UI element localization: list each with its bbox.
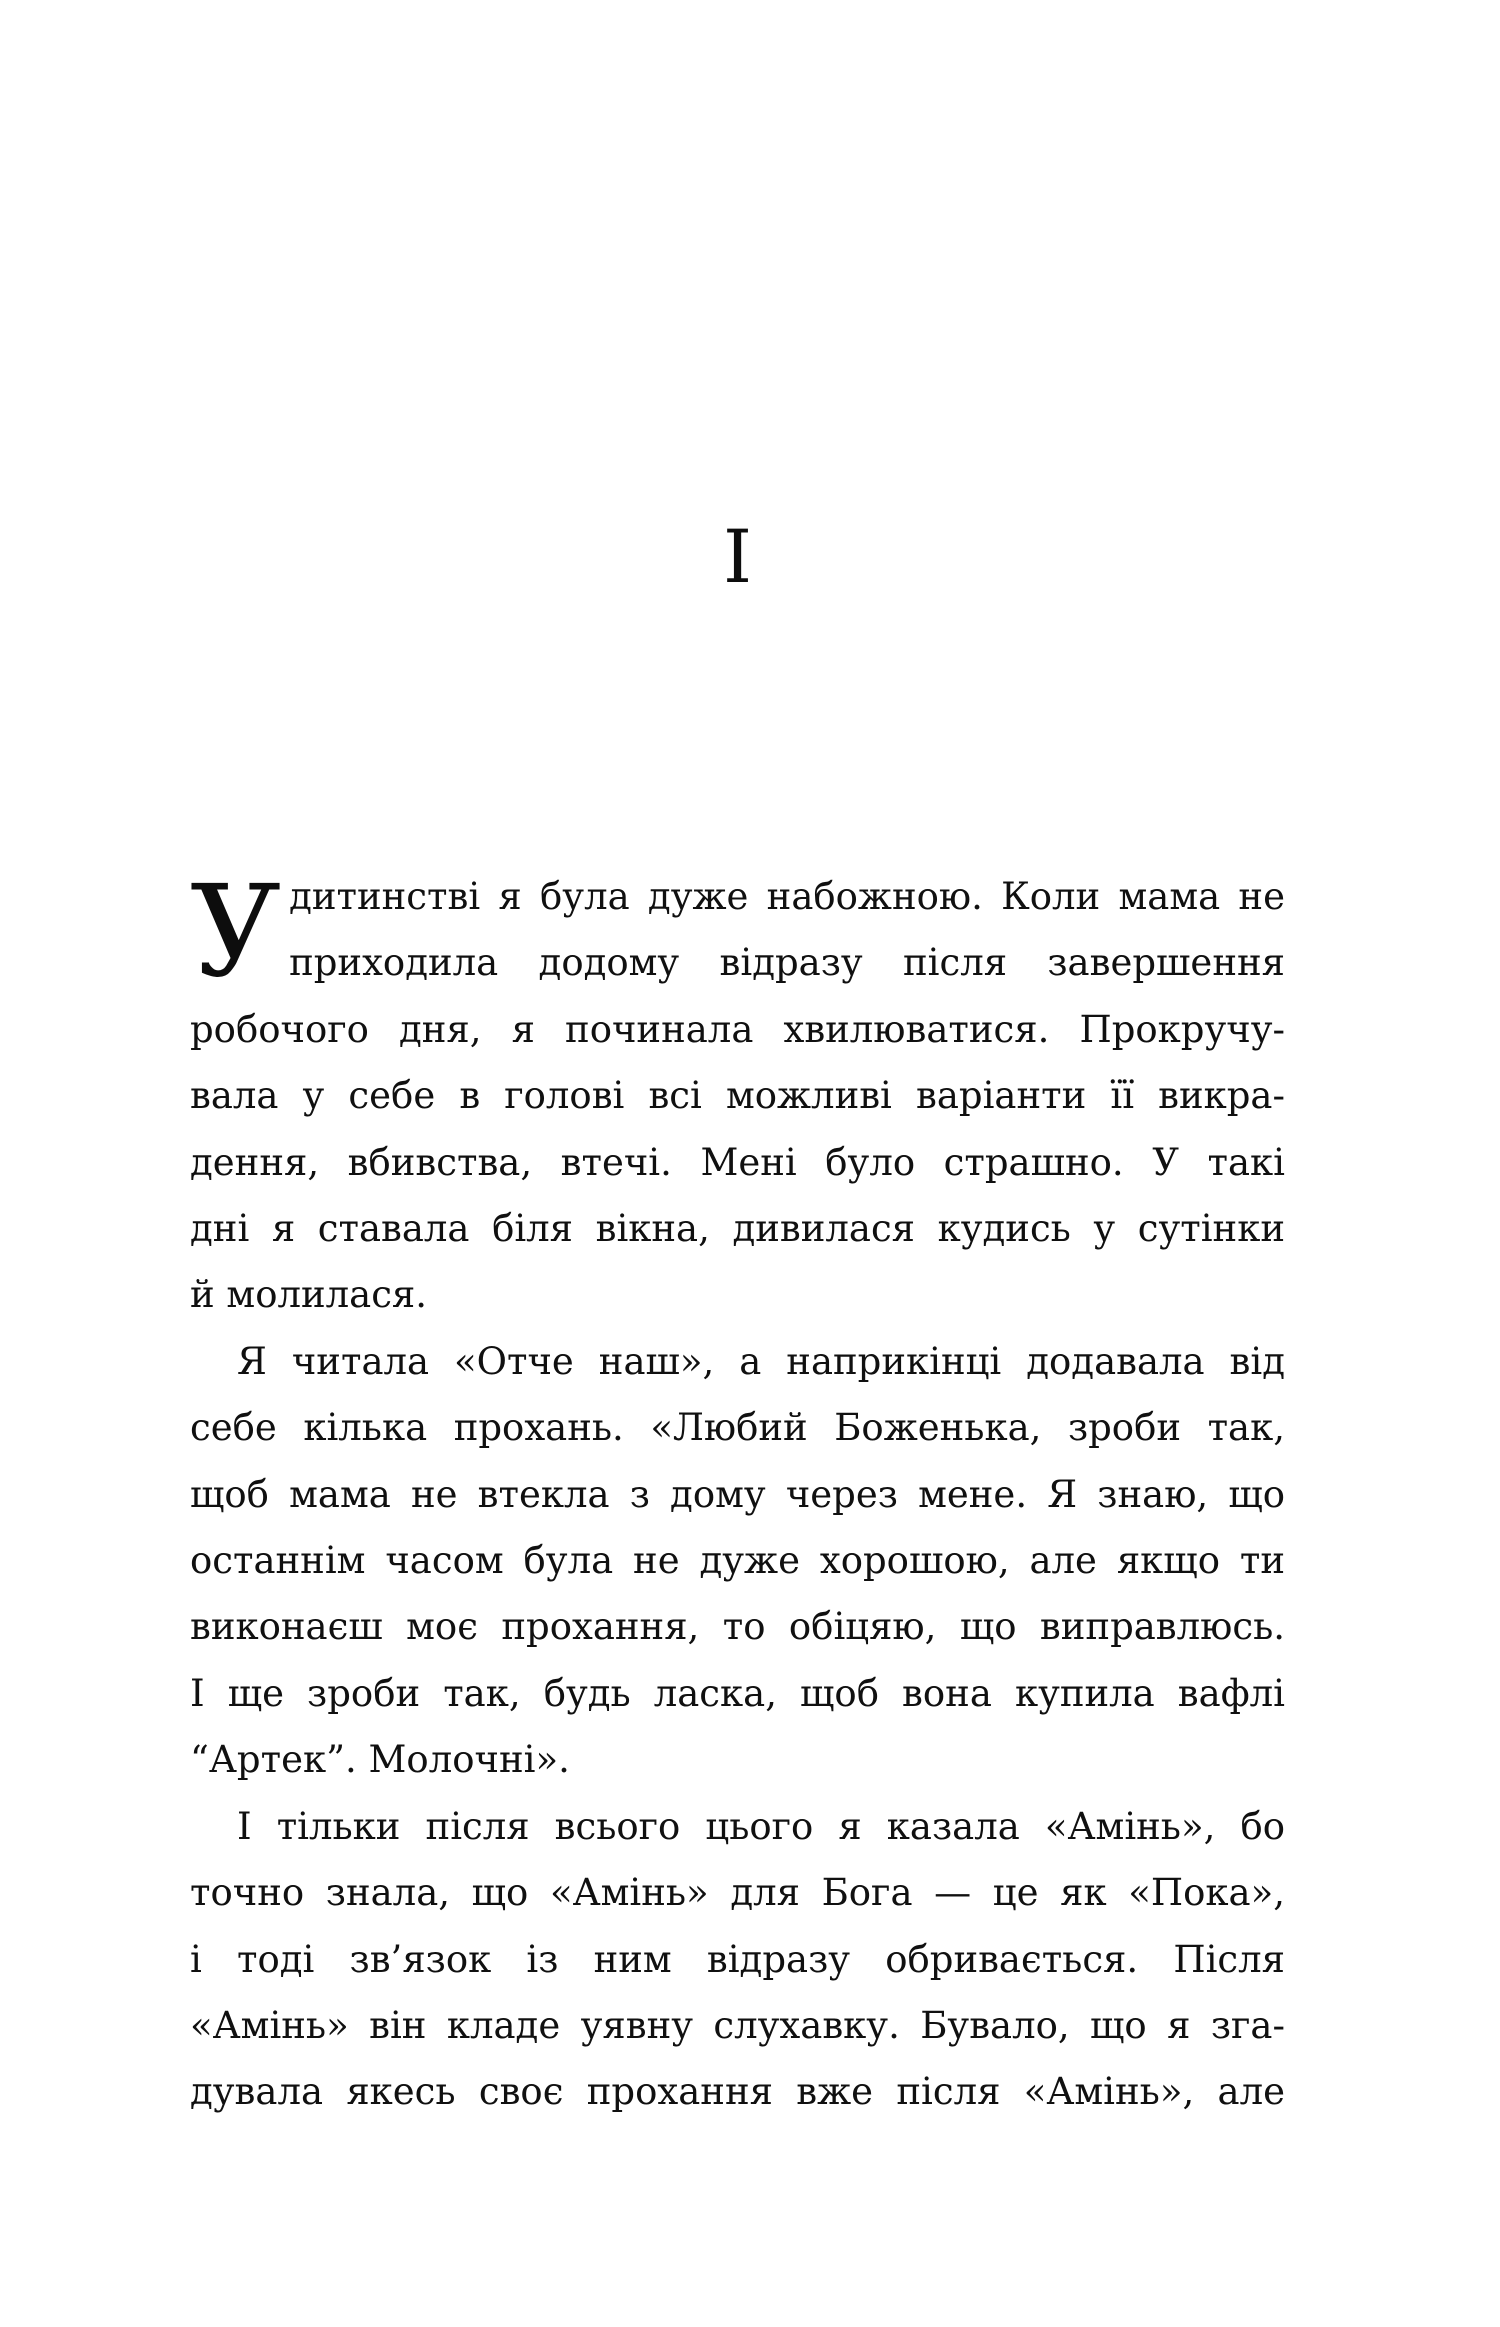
text-line: “Артек”. Молочні». [190,1738,570,1782]
text-line: робочого дня, я починала хвилюватися. Прокручу- [190,1007,1285,1051]
text-line: приходила додому відразу після завершення [289,941,1285,985]
text-line: І ще зроби так, будь ласка, щоб вона купила вафлі [190,1671,1285,1715]
chapter-heading: І [723,515,752,600]
text-line: дення, вбивства, втечі. Мені було страшно. У такі [190,1140,1285,1184]
drop-cap: У [190,858,282,1005]
text-line: виконаєш моє прохання, то обіцяю, що виправлюсь. [190,1605,1285,1649]
text-line: й молилася. [190,1273,428,1317]
text-line: щоб мама не втекла з дому через мене. Я знаю, що [190,1472,1285,1516]
text-line: себе кілька прохань. «Любий Боженька, зроби так, [190,1406,1285,1450]
text-line: дитинстві я була дуже набожною. Коли мама не [289,875,1285,918]
text-line: вала у себе в голові всі можливі варіанти її викра- [190,1074,1285,1118]
paragraph [190,858,1285,1329]
text-line: точно знала, що «Амінь» для Бога — це як «Пока», [190,1871,1285,1915]
text-line: дувала якесь своє прохання вже після «Амінь», але [190,2070,1285,2114]
text-line: дні я ставала біля вікна, дивилася кудись у сутінки [190,1207,1285,1251]
text-line: останнім часом була не дуже хорошою, але якщо ти [190,1539,1285,1583]
text-line: «Амінь» він кладе уявну слухавку. Бувало, що я зга- [190,2003,1285,2047]
text-block [190,858,1285,2126]
text-line: Я читала «Отче наш», а наприкінці додавала від [237,1339,1285,1383]
paragraph [190,1794,1285,2126]
paragraph [190,1329,1285,1794]
text-line: і тоді зв’язок із ним відразу обривається. Після [190,1937,1285,1981]
text-line: І тільки після всього цього я казала «Амінь», бо [237,1804,1285,1848]
